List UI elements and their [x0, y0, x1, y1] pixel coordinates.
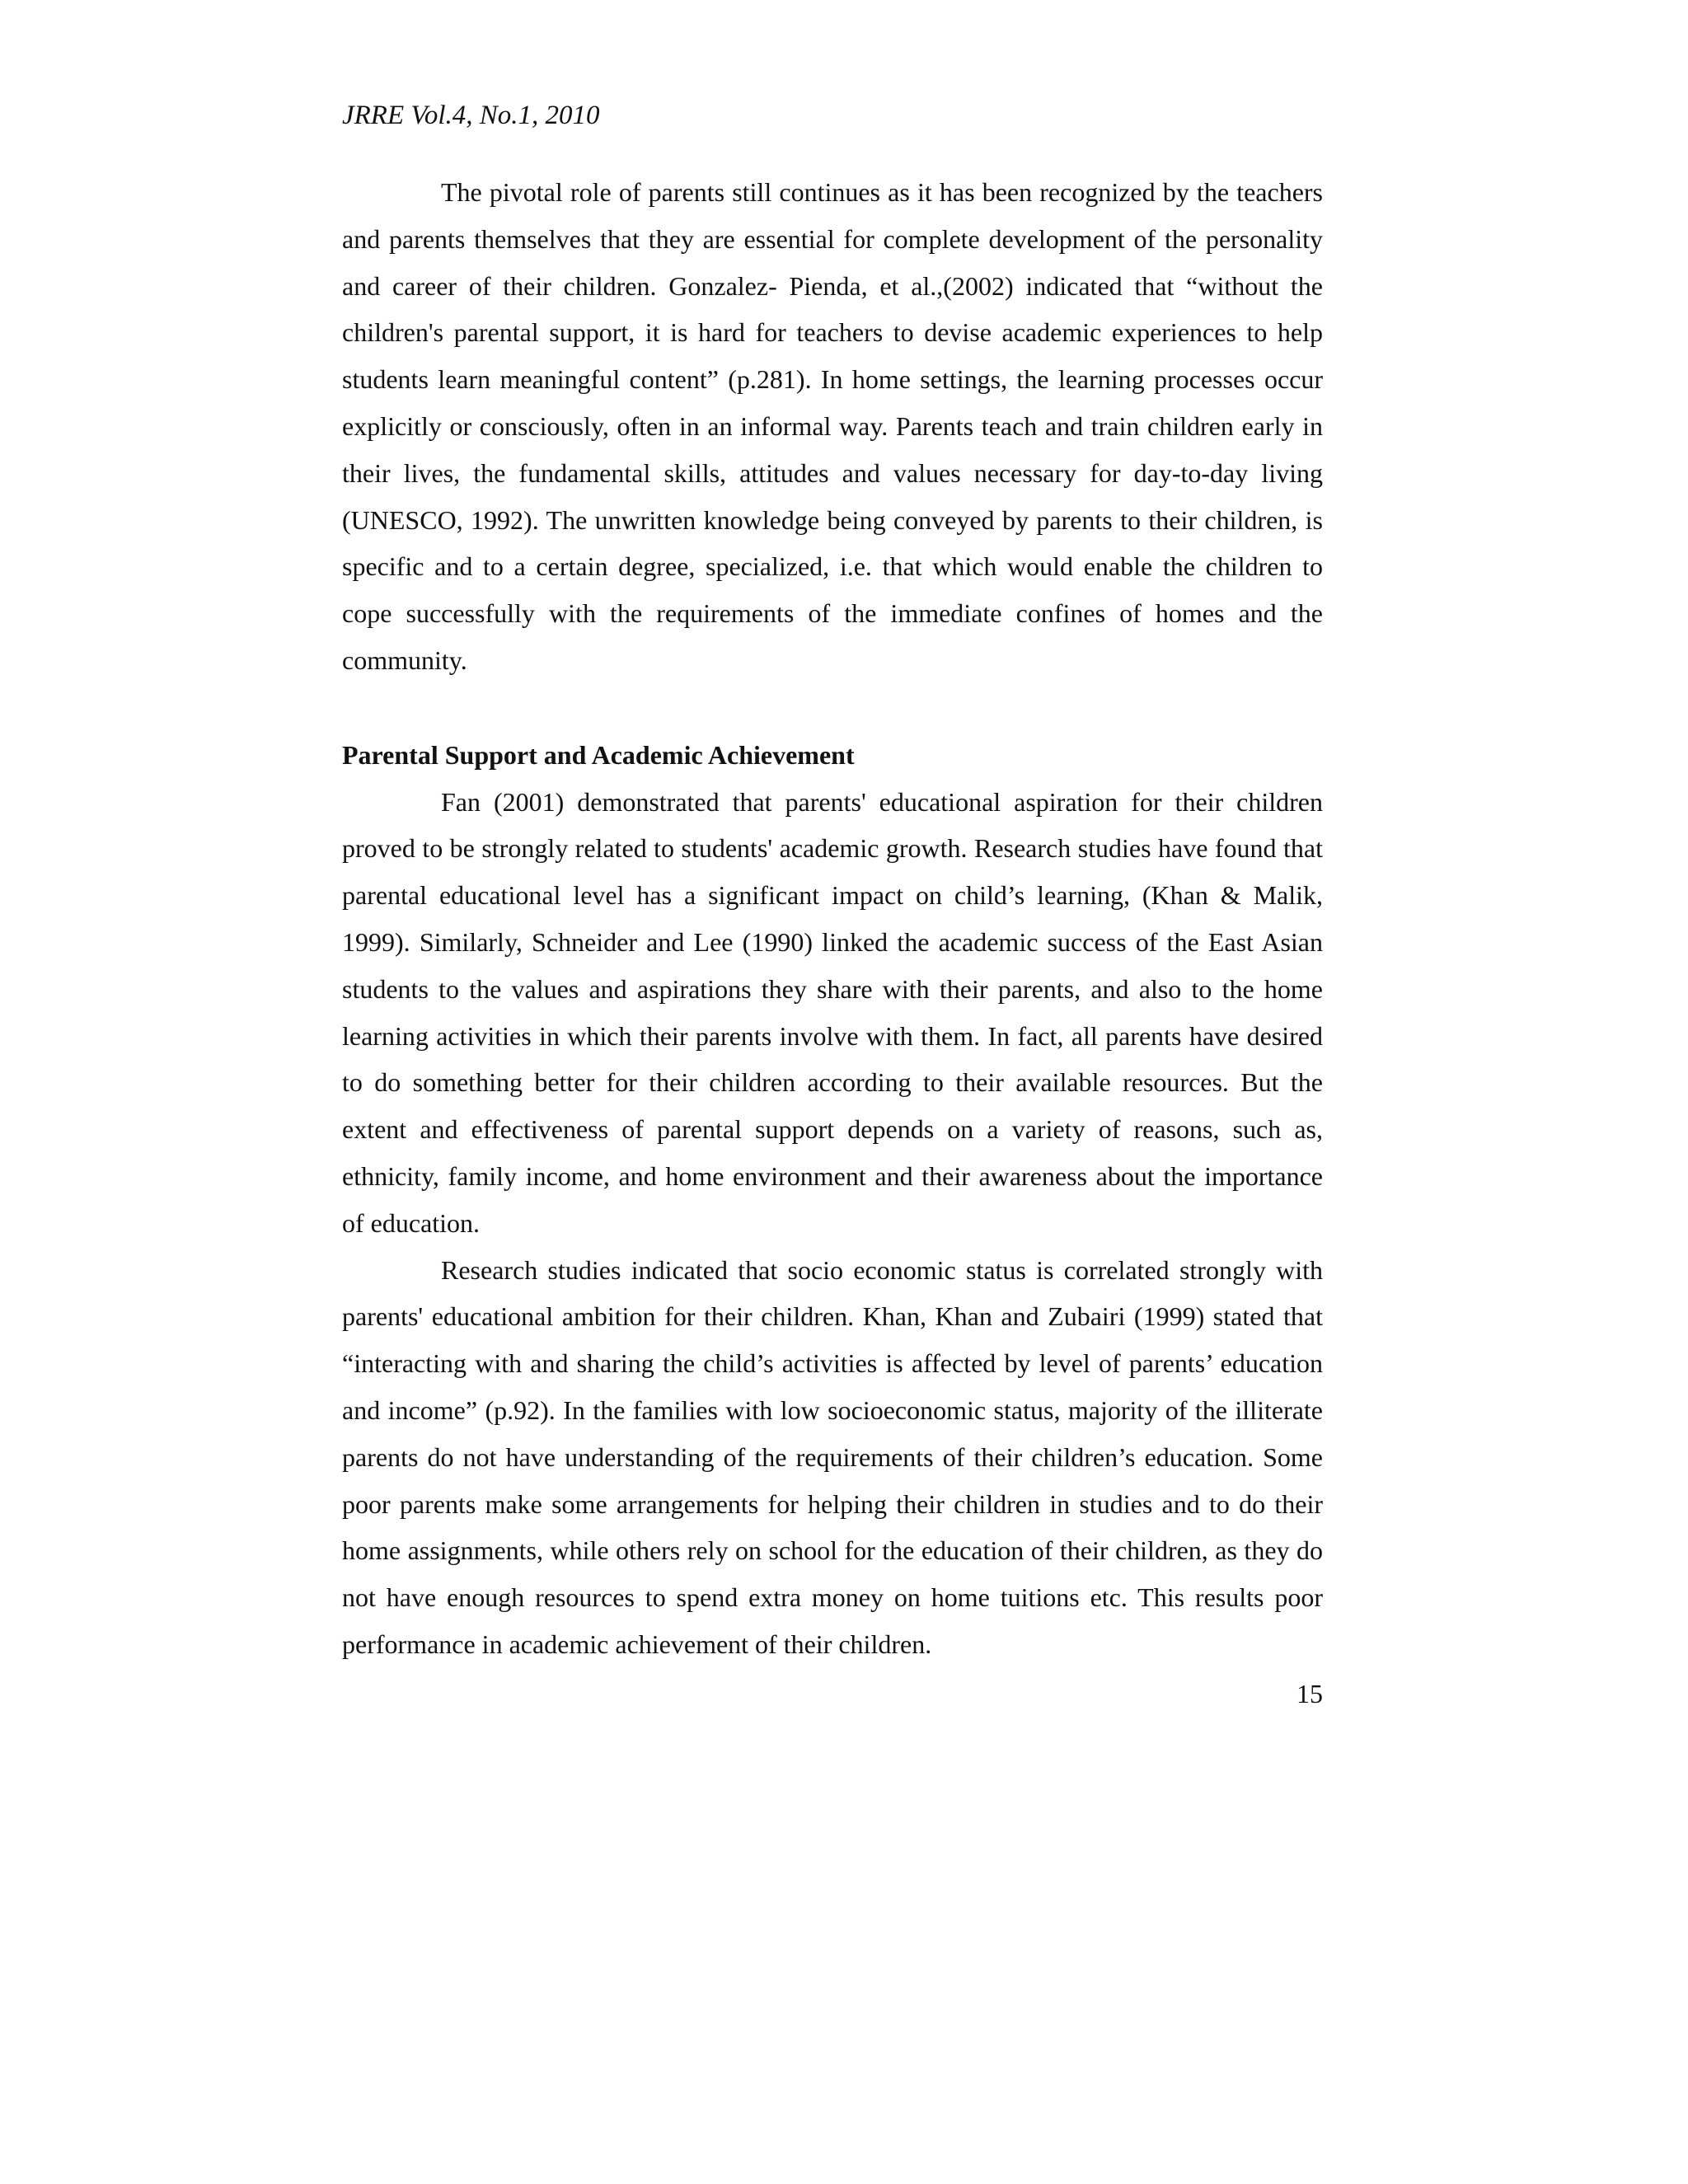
page-number: 15: [1296, 1679, 1323, 1708]
body-text: [342, 169, 1323, 1668]
section-heading: Parental Support and Academic Achievement: [342, 739, 855, 770]
paragraph: The pivotal role of parents still continues as it has been recognized by the teachers and parents themselves that they are essential for complete development of the personality and career of their children. Gonzalez- Pienda, et al.,(2002) indicated that “without the children's parental support, it is hard for teachers to devise academic experiences to help students learn meaningful content” (p.281). In home settings, the learning processes occur explicitly or consciously, often in an informal way. Parents teach and train children early in their lives, the fundamental skills, attitudes and values necessary for day-to-day living (UNESCO, 1992). The unwritten knowledge being conveyed by parents to their children, is specific and to a certain degree, specialized, i.e. that which would enable the children to cope successfully with the requirements of the immediate confines of homes and the community.: [342, 177, 1323, 675]
running-head: JRRE Vol.4, No.1, 2010: [342, 101, 600, 130]
paragraph: Research studies indicated that socio economic status is correlated strongly with parents' educational ambition for their children. Khan, Khan and Zubairi (1999) stated that “interacting with and sharing the child’s activities is affected by level of parents’ education and income” (p.92). In the families with low socioeconomic status, majority of the illiterate parents do not have understanding of the requirements of their children’s education. Some poor parents make some arrangements for helping their children in studies and to do their home assignments, while others rely on school for the education of their children, as they do not have enough resources to spend extra money on home tuitions etc. This results poor performance in academic achievement of their children.: [342, 1254, 1323, 1659]
paragraph: Fan (2001) demonstrated that parents' educational aspiration for their children proved to be strongly related to students' academic growth. Research studies have found that parental educational level has a significant impact on child’s learning, (Khan & Malik, 1999). Similarly, Schneider and Lee (1990) linked the academic success of the East Asian students to the values and aspirations they share with their parents, and also to the home learning activities in which their parents involve with them. In fact, all parents have desired to do something better for their children according to their available resources. But the extent and effectiveness of parental support depends on a variety of reasons, such as, ethnicity, family income, and home environment and their awareness about the importance of education.: [342, 786, 1323, 1238]
